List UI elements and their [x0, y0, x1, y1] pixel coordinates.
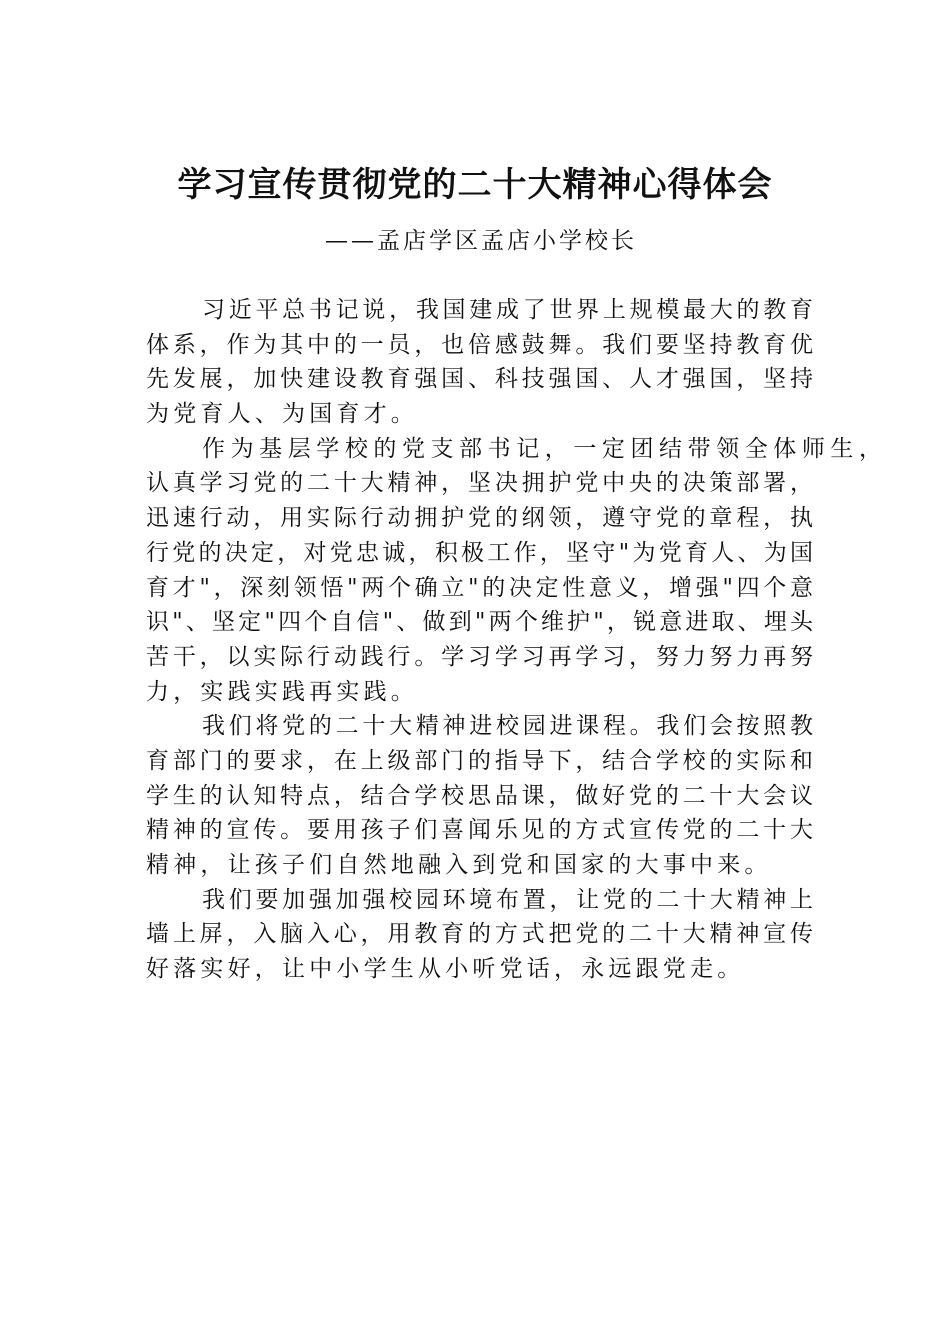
paragraph-line: 学生的认知特点，结合学校思品课，做好党的二十大会议 [146, 782, 813, 809]
paragraph-line: 作为基层学校的党支部书记，一定团结带领全体师生， [202, 435, 882, 462]
paragraph [146, 883, 813, 987]
paragraph [146, 432, 882, 710]
paragraph-line: 我们要加强加强校园环境布置，让党的二十大精神上 [202, 886, 813, 913]
paragraph-line: 力，实践实践再实践。 [146, 678, 418, 705]
paragraph-line: 墙上屏，入脑入心，用教育的方式把党的二十大精神宣传 [146, 921, 813, 948]
paragraph-line: 好落实好，让中小学生从小听党话，永远跟党走。 [146, 956, 745, 983]
document-body [146, 293, 882, 987]
paragraph-line: 认真学习党的二十大精神，坚决拥护党中央的决策部署， [146, 470, 813, 497]
paragraph-line: 行党的决定，对党忠诚，积极工作，坚守"为党育人、为国 [146, 539, 813, 566]
paragraph-line: 育才"，深刻领悟"两个确立"的决定性意义，增强"四个意 [146, 574, 813, 601]
paragraph [146, 293, 813, 432]
paragraph-line: 为党育人、为国育才。 [146, 401, 418, 428]
paragraph-line: 精神的宣传。要用孩子们喜闻乐见的方式宣传党的二十大 [146, 817, 813, 844]
paragraph-line: 我们将党的二十大精神进校园进课程。我们会按照教 [202, 713, 813, 740]
document-title: 学习宣传贯彻党的二十大精神心得体会 [177, 165, 773, 205]
paragraph-line: 苦干，以实际行动践行。学习学习再学习，努力努力再努 [146, 643, 813, 670]
paragraph-line: 习近平总书记说，我国建成了世界上规模最大的教育 [202, 297, 813, 323]
paragraph-line: 识"、坚定"四个自信"、做到"两个维护"，锐意进取、埋头 [146, 609, 813, 636]
paragraph-line: 体系，作为其中的一员，也倍感鼓舞。我们要坚持教育优 [146, 331, 813, 358]
paragraph-line: 育部门的要求，在上级部门的指导下，结合学校的实际和 [146, 747, 813, 774]
paragraph-line: 精神，让孩子们自然地融入到党和国家的大事中来。 [146, 852, 772, 878]
document-subtitle: ——孟店学区孟店小学校长 [325, 228, 637, 254]
paragraph-line: 迅速行动，用实际行动拥护党的纲领，遵守党的章程，执 [146, 505, 813, 532]
paragraph-line: 先发展，加快建设教育强国、科技强国、人才强国，坚持 [146, 366, 813, 393]
paragraph [146, 709, 813, 882]
